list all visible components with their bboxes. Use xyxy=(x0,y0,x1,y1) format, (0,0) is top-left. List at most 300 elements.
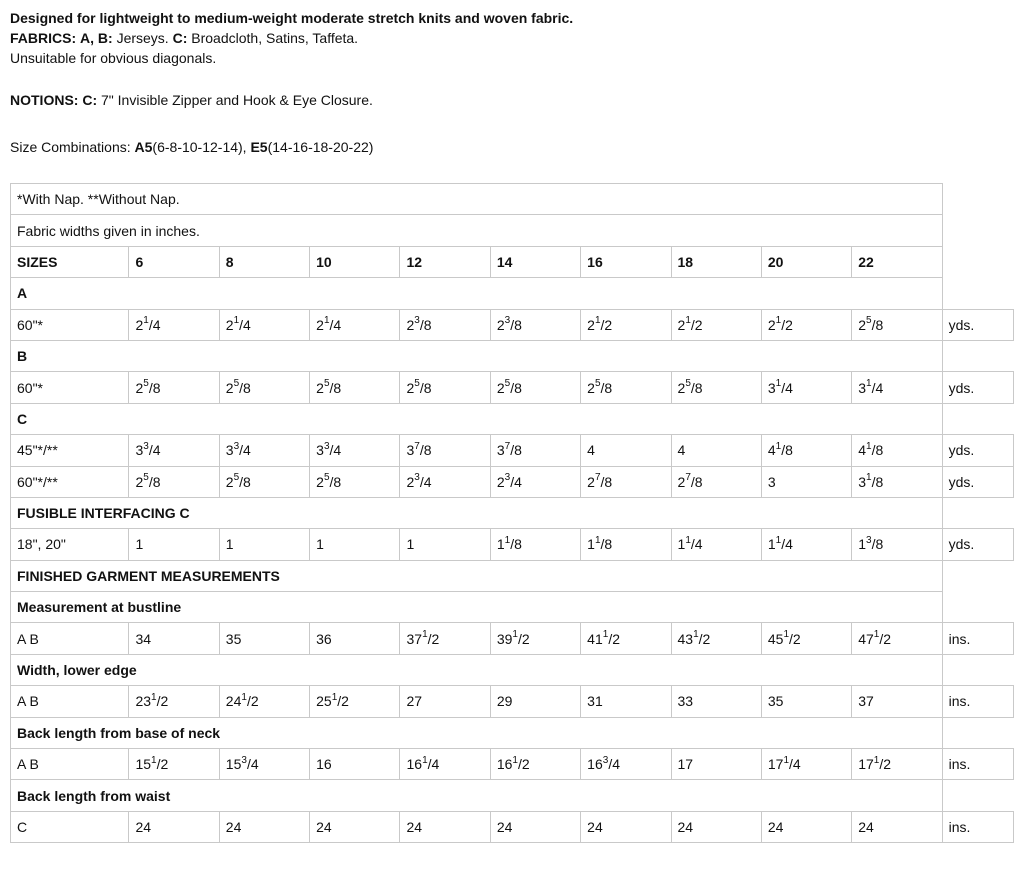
value-whole: 23 xyxy=(135,693,152,710)
value-whole: 3 xyxy=(135,442,144,459)
fraction-numerator: 7 xyxy=(594,472,601,484)
value-cell: $41^1/2$ xyxy=(581,623,671,654)
fraction-denominator: 2 xyxy=(792,630,801,647)
fraction-numerator: 1 xyxy=(783,754,789,766)
section-heading-row-cell: A xyxy=(11,278,943,309)
yardage-chart xyxy=(10,183,1014,843)
fraction-numerator: 1 xyxy=(512,629,518,640)
value-cell xyxy=(310,529,400,560)
nap-note-row xyxy=(11,184,1014,215)
sizes-header-row xyxy=(11,246,1014,277)
value-whole: 25 xyxy=(316,693,332,710)
fabric-width-note-row xyxy=(11,215,1014,246)
row-label: A B xyxy=(11,749,129,780)
value-cell: $16^1/4$ xyxy=(400,749,490,780)
value-cell xyxy=(581,686,671,717)
value-cell: $2^1/2$ xyxy=(761,309,851,340)
fraction-denominator: 8 xyxy=(333,473,342,490)
fraction-denominator: 8 xyxy=(423,442,432,459)
section-heading-row xyxy=(11,592,1014,623)
fraction-numerator: 1 xyxy=(512,754,518,766)
row-label: 60"* xyxy=(11,372,129,403)
value-whole: 29 xyxy=(496,693,513,710)
fraction-numerator: 3 xyxy=(323,440,330,452)
value-whole: 37 xyxy=(858,693,874,710)
fraction-denominator: 8 xyxy=(604,379,613,396)
size-header: 6 xyxy=(129,246,219,277)
fraction-numerator: 5 xyxy=(414,377,420,389)
value-cell: $2^7/8$ xyxy=(671,466,761,497)
fraction-numerator: 1 xyxy=(422,754,428,766)
fraction-denominator: 8 xyxy=(333,379,342,396)
value-whole: 16 xyxy=(406,756,423,773)
unit-cell: yds. xyxy=(942,372,1013,403)
value-whole: 16 xyxy=(496,756,513,773)
value-whole: 1 xyxy=(767,536,776,553)
section-heading-row xyxy=(11,340,1014,371)
value-cell: $3^3/4$ xyxy=(219,435,309,466)
value-cell xyxy=(400,529,490,560)
value-cell: $1^3/8$ xyxy=(852,529,942,560)
value-whole: 2 xyxy=(135,473,144,490)
fraction-denominator: 2 xyxy=(431,630,440,647)
size-header: 18 xyxy=(671,246,761,277)
section-heading-row xyxy=(11,717,1014,748)
fraction-numerator: 1 xyxy=(685,315,691,327)
section-heading-row-cell: B xyxy=(11,340,943,371)
fraction-numerator: 1 xyxy=(143,315,149,327)
data-row xyxy=(11,623,1014,654)
value-whole: 2 xyxy=(316,473,324,490)
value-cell: $45^1/2$ xyxy=(761,623,851,654)
value-cell: $3^7/8$ xyxy=(400,435,490,466)
value-whole: 15 xyxy=(135,756,152,773)
pattern-description xyxy=(10,8,1010,157)
data-row xyxy=(11,686,1014,717)
value-whole: 3 xyxy=(496,442,505,459)
value-cell: $2^5/8$ xyxy=(219,466,309,497)
fraction-numerator: 3 xyxy=(143,440,149,452)
value-cell xyxy=(129,529,219,560)
value-whole: 2 xyxy=(858,316,866,333)
value-cell: $1^1/4$ xyxy=(671,529,761,560)
value-cell: $3^1/4$ xyxy=(852,372,942,403)
value-whole: 24 xyxy=(767,819,784,835)
value-whole: 2 xyxy=(677,316,686,333)
value-whole: 3 xyxy=(316,442,324,459)
section-heading-row xyxy=(11,278,1014,309)
value-whole: 33 xyxy=(677,693,694,710)
value-cell xyxy=(129,811,219,842)
value-cell xyxy=(761,466,851,497)
value-cell: $15^3/4$ xyxy=(219,749,309,780)
fraction-numerator: 1 xyxy=(323,315,330,327)
fraction-numerator: 3 xyxy=(504,472,511,484)
value-whole: 17 xyxy=(767,756,784,773)
value-whole: 2 xyxy=(496,316,505,333)
value-cell xyxy=(671,811,761,842)
fraction-denominator: 2 xyxy=(160,693,169,710)
fraction-numerator: 1 xyxy=(693,629,699,640)
fraction-numerator: 1 xyxy=(873,629,880,640)
value-whole: 2 xyxy=(496,379,505,396)
fabric-width-note-row-cell: Fabric widths given in inches. xyxy=(11,215,943,246)
fraction-denominator: 8 xyxy=(875,536,884,553)
fraction-numerator: 5 xyxy=(233,472,240,484)
value-whole: 2 xyxy=(316,379,324,396)
value-cell: $2^1/2$ xyxy=(671,309,761,340)
fraction-denominator: 2 xyxy=(521,630,530,647)
fraction-denominator: 2 xyxy=(160,756,169,773)
row-label: 60"* xyxy=(11,309,129,340)
value-cell: $16^3/4$ xyxy=(581,749,671,780)
fraction-numerator: 1 xyxy=(873,754,880,766)
value-whole: 2 xyxy=(406,379,415,396)
fraction-numerator: 5 xyxy=(594,377,601,389)
fraction-denominator: 2 xyxy=(521,756,530,773)
size-header: 20 xyxy=(761,246,851,277)
value-whole: 35 xyxy=(767,693,784,710)
value-whole: 24 xyxy=(406,819,423,835)
fraction-denominator: 4 xyxy=(250,756,259,773)
value-whole: 24 xyxy=(225,819,242,835)
fraction-denominator: 8 xyxy=(875,442,884,459)
value-cell: $37^1/2$ xyxy=(400,623,490,654)
value-whole: 2 xyxy=(587,316,595,333)
size-header: 22 xyxy=(852,246,942,277)
value-cell xyxy=(129,623,219,654)
fraction-denominator: 4 xyxy=(152,442,161,459)
fraction-denominator: 8 xyxy=(875,473,884,490)
value-cell xyxy=(400,811,490,842)
value-cell: $23^1/2$ xyxy=(129,686,219,717)
value-cell: $2^5/8$ xyxy=(219,372,309,403)
value-cell xyxy=(310,811,400,842)
fraction-numerator: 7 xyxy=(504,440,511,452)
fraction-denominator: 8 xyxy=(694,473,703,490)
fraction-denominator: 2 xyxy=(694,316,703,333)
value-whole: 3 xyxy=(767,473,776,490)
section-heading-row xyxy=(11,560,1014,591)
fraction-denominator: 8 xyxy=(423,316,432,333)
value-cell xyxy=(219,623,309,654)
value-whole: 43 xyxy=(677,630,694,647)
value-whole: 17 xyxy=(858,756,874,773)
section-heading-row-cell: Width, lower edge xyxy=(11,654,943,685)
data-row xyxy=(11,529,1014,560)
fraction-numerator: 3 xyxy=(414,472,420,484)
size-header: 12 xyxy=(400,246,490,277)
value-whole: 1 xyxy=(858,536,866,553)
fraction-numerator: 1 xyxy=(866,472,872,484)
value-whole: 4 xyxy=(858,442,866,459)
fraction-numerator: 3 xyxy=(414,315,420,327)
fraction-denominator: 2 xyxy=(785,316,793,333)
value-whole: 2 xyxy=(587,379,595,396)
value-whole: 37 xyxy=(406,630,423,647)
row-label: C xyxy=(11,811,129,842)
fraction-numerator: 1 xyxy=(866,377,872,389)
value-whole: 3 xyxy=(406,442,415,459)
unit-cell: ins. xyxy=(942,811,1013,842)
value-cell: $2^5/8$ xyxy=(310,372,400,403)
value-cell: $2^1/4$ xyxy=(310,309,400,340)
value-whole: 2 xyxy=(406,316,415,333)
value-cell: $1^1/8$ xyxy=(581,529,671,560)
value-whole: 1 xyxy=(406,536,415,553)
value-whole: 1 xyxy=(496,536,505,553)
value-whole: 24 xyxy=(587,819,603,835)
fraction-numerator: 1 xyxy=(775,534,782,546)
data-row xyxy=(11,372,1014,403)
value-whole: 2 xyxy=(677,379,686,396)
fraction-denominator: 8 xyxy=(694,379,703,396)
fraction-numerator: 3 xyxy=(602,754,609,766)
value-whole: 24 xyxy=(225,693,242,710)
value-cell: $17^1/2$ xyxy=(852,749,942,780)
value-whole: 1 xyxy=(135,536,144,553)
fraction-denominator: 8 xyxy=(785,442,793,459)
unit-cell: yds. xyxy=(942,435,1013,466)
fraction-denominator: 4 xyxy=(152,316,161,333)
row-label: A B xyxy=(11,686,129,717)
value-whole: 2 xyxy=(406,473,415,490)
notions-line: NOTIONS: C: 7" Invisible Zipper and Hook & Eye Closure. xyxy=(10,92,373,108)
fraction-denominator: 4 xyxy=(243,316,251,333)
value-cell: $2^1/4$ xyxy=(129,309,219,340)
value-whole: 2 xyxy=(677,473,686,490)
fraction-denominator: 2 xyxy=(612,630,620,647)
value-cell: $24^1/2$ xyxy=(219,686,309,717)
row-label: 45"*/** xyxy=(11,435,129,466)
fabrics-line: FABRICS: A, B: Jerseys. C: Broadcloth, Satins, Taffeta. xyxy=(10,30,359,46)
value-cell: $47^1/2$ xyxy=(852,623,942,654)
value-cell: $3^7/8$ xyxy=(490,435,580,466)
value-cell: $43^1/2$ xyxy=(671,623,761,654)
value-cell: $3^1/8$ xyxy=(852,466,942,497)
fraction-denominator: 4 xyxy=(612,756,620,773)
value-cell xyxy=(581,811,671,842)
fraction-denominator: 4 xyxy=(333,316,342,333)
fraction-numerator: 1 xyxy=(866,440,872,452)
fraction-numerator: 1 xyxy=(241,691,247,703)
value-cell: $25^1/2$ xyxy=(310,686,400,717)
value-whole: 45 xyxy=(767,630,784,647)
value-whole: 24 xyxy=(135,819,152,835)
value-whole: 4 xyxy=(767,442,776,459)
value-whole: 36 xyxy=(316,630,332,647)
fraction-denominator: 8 xyxy=(423,379,432,396)
fraction-denominator: 4 xyxy=(875,379,884,396)
fraction-denominator: 4 xyxy=(431,756,440,773)
value-whole: 35 xyxy=(225,630,242,647)
value-cell xyxy=(671,749,761,780)
fraction-denominator: 8 xyxy=(604,473,613,490)
value-whole: 2 xyxy=(225,473,234,490)
value-whole: 41 xyxy=(587,630,603,647)
value-whole: 24 xyxy=(858,819,874,835)
value-cell xyxy=(219,811,309,842)
value-whole: 16 xyxy=(316,756,332,773)
section-heading-row xyxy=(11,654,1014,685)
value-whole: 27 xyxy=(406,693,423,710)
fraction-denominator: 4 xyxy=(785,379,793,396)
section-heading-row xyxy=(11,403,1014,434)
fraction-denominator: 2 xyxy=(883,630,892,647)
fraction-denominator: 2 xyxy=(883,756,892,773)
value-whole: 1 xyxy=(677,536,686,553)
fraction-denominator: 4 xyxy=(694,536,703,553)
fraction-denominator: 8 xyxy=(514,536,522,553)
value-whole: 47 xyxy=(858,630,874,647)
sizes-label: SIZES xyxy=(11,246,129,277)
fraction-denominator: 4 xyxy=(333,442,342,459)
data-row xyxy=(11,466,1014,497)
value-whole: 24 xyxy=(316,819,332,835)
value-cell xyxy=(310,749,400,780)
nap-note-row-cell: *With Nap. **Without Nap. xyxy=(11,184,943,215)
value-cell: $2^5/8$ xyxy=(310,466,400,497)
fraction-numerator: 5 xyxy=(685,377,691,389)
size-header: 8 xyxy=(219,246,309,277)
data-row xyxy=(11,435,1014,466)
fraction-numerator: 7 xyxy=(414,440,420,452)
value-whole: 2 xyxy=(587,473,595,490)
fraction-numerator: 1 xyxy=(422,629,428,640)
value-whole: 3 xyxy=(225,442,234,459)
fraction-denominator: 8 xyxy=(243,473,251,490)
fraction-numerator: 1 xyxy=(504,534,511,546)
data-row xyxy=(11,309,1014,340)
fraction-denominator: 2 xyxy=(702,630,711,647)
section-heading-row-cell: FUSIBLE INTERFACING C xyxy=(11,497,943,528)
fraction-numerator: 3 xyxy=(866,534,872,546)
row-label: 18", 20" xyxy=(11,529,129,560)
section-heading-row xyxy=(11,780,1014,811)
value-cell: $2^5/8$ xyxy=(581,372,671,403)
value-whole: 1 xyxy=(316,536,324,553)
fraction-numerator: 5 xyxy=(143,377,149,389)
fraction-numerator: 5 xyxy=(323,472,330,484)
fraction-denominator: 8 xyxy=(514,316,522,333)
value-cell: $2^3/8$ xyxy=(400,309,490,340)
fraction-denominator: 4 xyxy=(243,442,251,459)
value-cell: $2^5/8$ xyxy=(671,372,761,403)
unit-cell: ins. xyxy=(942,749,1013,780)
value-cell: $3^3/4$ xyxy=(129,435,219,466)
fraction-numerator: 3 xyxy=(504,315,511,327)
fraction-denominator: 8 xyxy=(152,379,161,396)
fraction-numerator: 1 xyxy=(775,440,782,452)
value-whole: 3 xyxy=(858,379,866,396)
fraction-denominator: 4 xyxy=(423,473,432,490)
fraction-numerator: 3 xyxy=(241,754,247,766)
value-whole: 1 xyxy=(225,536,234,553)
value-cell xyxy=(400,686,490,717)
fraction-numerator: 1 xyxy=(775,315,782,327)
value-cell xyxy=(310,623,400,654)
section-heading-row-cell: Back length from base of neck xyxy=(11,717,943,748)
value-cell xyxy=(761,811,851,842)
value-whole: 15 xyxy=(225,756,242,773)
value-whole: 3 xyxy=(858,473,866,490)
fraction-denominator: 4 xyxy=(792,756,801,773)
value-whole: 39 xyxy=(496,630,513,647)
size-combinations-line: Size Combinations: A5(6-8-10-12-14), E5(14-16-18-20-22) xyxy=(10,139,374,155)
value-cell: $1^1/8$ xyxy=(490,529,580,560)
fraction-numerator: 1 xyxy=(151,754,157,766)
value-whole: 3 xyxy=(767,379,776,396)
value-whole: 2 xyxy=(135,316,144,333)
value-cell: $2^5/8$ xyxy=(129,466,219,497)
unsuitable-line: Unsuitable for obvious diagonals. xyxy=(10,50,217,66)
fraction-denominator: 8 xyxy=(514,442,522,459)
value-whole: 31 xyxy=(587,693,603,710)
fraction-denominator: 8 xyxy=(152,473,161,490)
size-header: 16 xyxy=(581,246,671,277)
fraction-denominator: 4 xyxy=(785,536,793,553)
value-cell: $2^1/4$ xyxy=(219,309,309,340)
fraction-numerator: 1 xyxy=(233,315,240,327)
size-header: 14 xyxy=(490,246,580,277)
value-cell: $1^1/4$ xyxy=(761,529,851,560)
data-row xyxy=(11,749,1014,780)
fraction-numerator: 1 xyxy=(602,629,609,640)
fraction-numerator: 1 xyxy=(594,534,601,546)
value-whole: 2 xyxy=(135,379,144,396)
fraction-numerator: 3 xyxy=(233,440,240,452)
unit-cell: ins. xyxy=(942,623,1013,654)
fraction-numerator: 5 xyxy=(233,377,240,389)
value-cell: $2^5/8$ xyxy=(129,372,219,403)
value-cell: $2^5/8$ xyxy=(490,372,580,403)
value-whole: 24 xyxy=(496,819,513,835)
chart-body xyxy=(11,184,1014,843)
fraction-numerator: 7 xyxy=(685,472,691,484)
fraction-numerator: 1 xyxy=(331,691,338,703)
row-label: A B xyxy=(11,623,129,654)
value-cell xyxy=(490,686,580,717)
value-whole: 24 xyxy=(677,819,694,835)
section-heading-row-cell: FINISHED GARMENT MEASUREMENTS xyxy=(11,560,943,591)
fraction-denominator: 2 xyxy=(341,693,349,710)
value-cell: $2^5/8$ xyxy=(400,372,490,403)
description-line: Designed for lightweight to medium-weight moderate stretch knits and woven fabric. xyxy=(10,10,574,26)
value-whole: 2 xyxy=(225,316,234,333)
fraction-numerator: 1 xyxy=(775,377,782,389)
value-cell: $2^3/8$ xyxy=(490,309,580,340)
fraction-numerator: 5 xyxy=(143,472,149,484)
value-cell: $2^1/2$ xyxy=(581,309,671,340)
value-cell: $2^3/4$ xyxy=(490,466,580,497)
value-whole: 4 xyxy=(677,442,686,459)
value-cell: $3^1/4$ xyxy=(761,372,851,403)
fraction-numerator: 5 xyxy=(504,377,511,389)
value-whole: 2 xyxy=(767,316,776,333)
value-cell: $2^3/4$ xyxy=(400,466,490,497)
fraction-numerator: 5 xyxy=(323,377,330,389)
value-whole: 2 xyxy=(316,316,324,333)
value-cell xyxy=(671,686,761,717)
value-whole: 4 xyxy=(587,442,595,459)
fraction-denominator: 8 xyxy=(514,379,522,396)
unit-cell: yds. xyxy=(942,309,1013,340)
fraction-denominator: 4 xyxy=(514,473,522,490)
section-heading-row xyxy=(11,497,1014,528)
value-cell: $2^5/8$ xyxy=(852,309,942,340)
value-cell: $4^1/8$ xyxy=(761,435,851,466)
fraction-denominator: 2 xyxy=(250,693,259,710)
